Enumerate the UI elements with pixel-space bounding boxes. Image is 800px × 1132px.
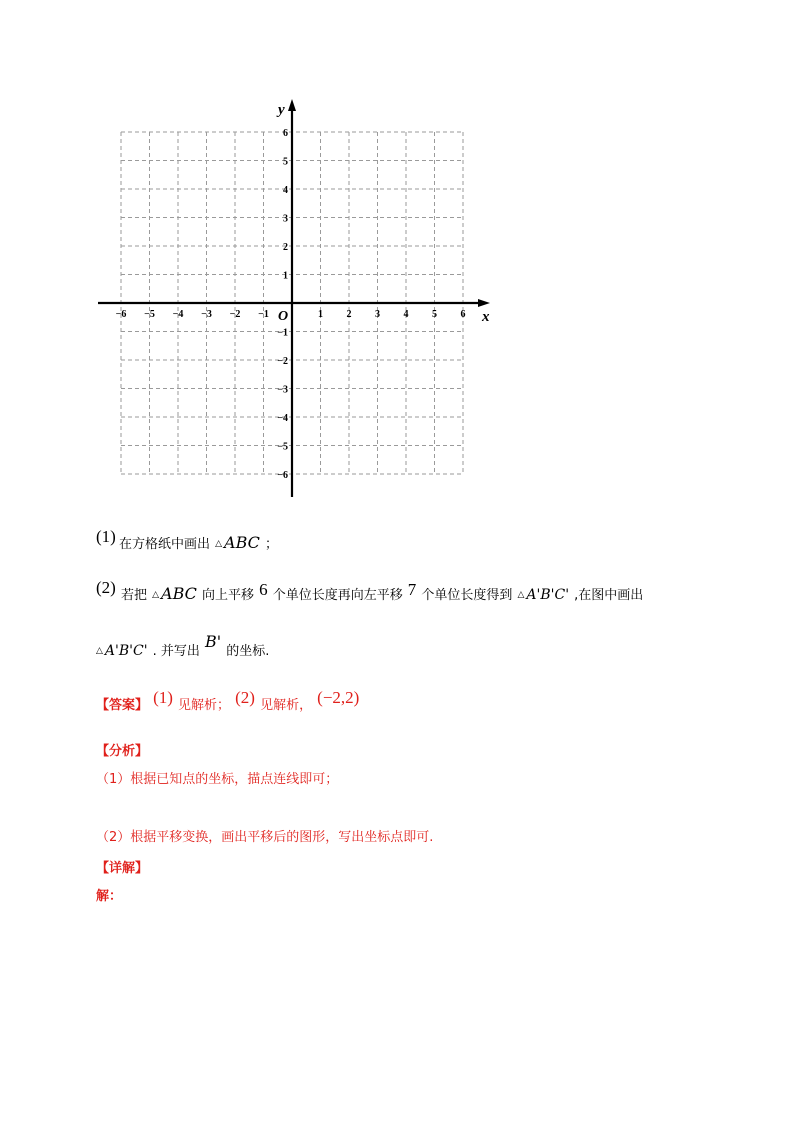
q1-text: 在方格纸中画出 xyxy=(119,537,211,552)
answer-part-1: 见解析； xyxy=(178,698,231,713)
y-tick-label: −6 xyxy=(277,470,288,481)
analysis-line-1: （1）根据已知点的坐标，描点连线即可； xyxy=(96,772,339,787)
x-tick-label: 6 xyxy=(460,309,466,320)
x-tick-label: −2 xyxy=(229,309,241,320)
q2-text-line-2 xyxy=(96,632,270,659)
q2-text-6: . 并写出 xyxy=(152,644,200,659)
analysis-line-2: （2）根据平移变换，画出平移后的图形，写出坐标点即可. xyxy=(96,830,434,845)
triangle-a-prime: A'B'C' xyxy=(526,587,570,603)
point-b-prime: B' xyxy=(205,632,222,651)
x-tick-label: −4 xyxy=(172,309,184,320)
q2-text-5: ,在图中画出 xyxy=(574,588,644,603)
y-tick-label: 2 xyxy=(283,242,288,253)
analysis-label: 【分析】 xyxy=(96,744,149,759)
q1-number: (1) xyxy=(96,527,116,546)
y-tick-label: −5 xyxy=(277,441,288,453)
q2-text-1: 若把 xyxy=(121,588,148,603)
y-tick-label: 6 xyxy=(283,128,288,139)
answer-coordinate: (−2,2) xyxy=(317,688,360,707)
x-tick-label: 4 xyxy=(403,309,409,320)
triangle-abc: ABC xyxy=(224,533,260,552)
x-tick-label: −5 xyxy=(144,309,155,320)
y-tick-label: 1 xyxy=(283,270,288,282)
triangle-abc: ABC xyxy=(161,584,197,603)
x-tick-label: 1 xyxy=(318,309,323,320)
q1-end: ； xyxy=(264,537,278,552)
y-tick-label: 5 xyxy=(283,156,288,168)
y-axis-arrow-icon xyxy=(288,99,296,111)
q2-text-3: 个单位长度再向左平移 xyxy=(272,588,403,603)
detail-line-1: 解： xyxy=(96,889,123,904)
q2-up-units: 6 xyxy=(259,580,268,599)
q2-text-2: 向上平移 xyxy=(201,588,254,603)
q2-text-4: 个单位长度得到 xyxy=(421,588,513,603)
x-tick-label: −6 xyxy=(115,309,127,320)
y-tick-label: −3 xyxy=(277,384,288,396)
x-tick-label: −1 xyxy=(258,309,269,320)
y-tick-label: 3 xyxy=(283,213,288,225)
answer-part-1-number: (1) xyxy=(153,688,173,707)
y-tick-label: −1 xyxy=(277,327,288,339)
q1-text-line xyxy=(119,533,278,552)
x-axis-arrow-icon xyxy=(478,299,490,307)
q2-number: (2) xyxy=(96,578,116,597)
y-tick-label: −4 xyxy=(277,413,288,424)
x-tick-label: 5 xyxy=(432,309,437,320)
triangle-a-prime: A'B'C' xyxy=(104,643,148,659)
triangle-symbol: △ xyxy=(152,590,160,600)
q2-text-7: 的坐标. xyxy=(226,644,270,659)
triangle-symbol: △ xyxy=(215,539,223,549)
y-axis-label: y xyxy=(278,102,285,118)
y-tick-label: −2 xyxy=(277,356,288,367)
answer-part-2: 见解析， xyxy=(260,698,313,713)
answer-line xyxy=(96,688,360,713)
x-axis-label: x xyxy=(482,309,490,325)
q2-text-line xyxy=(121,580,644,604)
detail-label: 【详解】 xyxy=(96,861,149,876)
x-tick-label: 2 xyxy=(346,309,352,320)
answer-label: 【答案】 xyxy=(96,698,149,713)
answer-part-2-number: (2) xyxy=(235,688,255,707)
q2-left-units: 7 xyxy=(407,580,417,599)
y-tick-label: 4 xyxy=(283,185,288,196)
coordinate-grid-figure xyxy=(90,95,510,505)
triangle-symbol: △ xyxy=(96,646,103,656)
origin-label: O xyxy=(278,309,289,324)
x-tick-label: −3 xyxy=(201,309,212,320)
triangle-symbol: △ xyxy=(517,590,525,600)
x-tick-label: 3 xyxy=(375,309,380,320)
